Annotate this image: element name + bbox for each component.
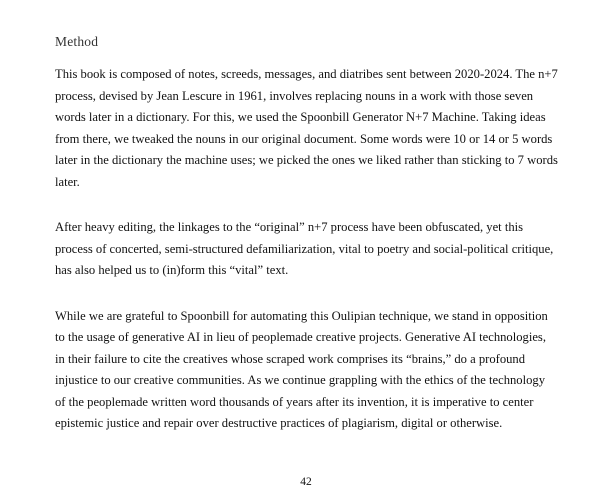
page-number: 42	[300, 476, 312, 488]
paragraph-2: After heavy editing, the linkages to the “original” n+7 process have been obfuscated, yet this process of concerted, semi-structured defamiliarization, vital to poetry and social-political critique, has also helped us to (in)form this “vital” text.	[55, 220, 554, 277]
paragraph-1: This book is composed of notes, screeds, messages, and diatribes sent between 2020-2024. The n+7 process, devised by Jean Lescure in 1961, involves replacing nouns in a work with those seven words later in a dictionary. For this, we used the Spoonbill Generator N+7 Machine. Taking ideas from there, we tweaked the nouns in our original document. Some words were 10 or 14 or 5 words later in the dictionary the machine uses; we picked the ones we liked rather than sticking to 7 words later.	[55, 67, 558, 189]
paragraph-3: While we are grateful to Spoonbill for automating this Oulipian technique, we stand in opposition to the usage of generative AI in lieu of peoplemade creative projects. Generative AI technologies, in their failure to cite the creatives whose scraped work comprises its “brains,” do a profound injustice to our creative communities. As we continue grappling with the ethics of the technology of the peoplemade written word thousands of years after its invention, it is imperative to center epistemic justice and repair over destructive practices of plagiarism, digital or otherwise.	[55, 308, 548, 430]
section-heading: Method	[55, 34, 99, 49]
page-content	[55, 34, 558, 459]
